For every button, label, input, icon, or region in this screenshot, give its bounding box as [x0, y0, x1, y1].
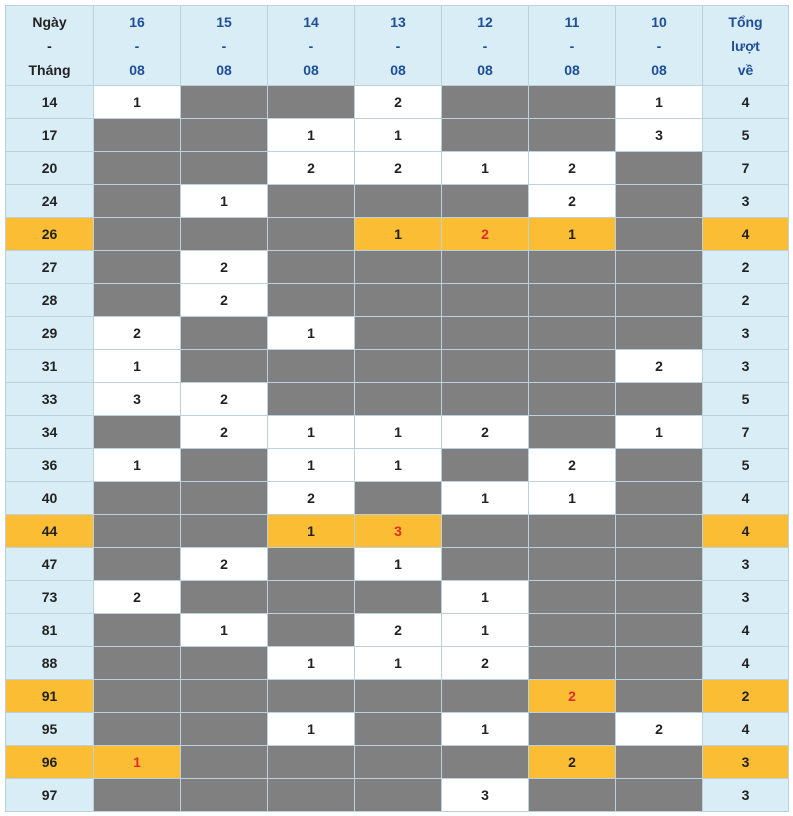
table-row — [6, 515, 789, 548]
lotto-number: 27 — [6, 251, 94, 284]
empty-cell — [616, 581, 703, 614]
total-count: 4 — [703, 614, 789, 647]
empty-cell — [442, 515, 529, 548]
count-cell: 1 — [355, 449, 442, 482]
count-cell: 1 — [616, 86, 703, 119]
header-day-month — [6, 6, 94, 86]
total-count: 2 — [703, 284, 789, 317]
count-cell: 3 — [616, 119, 703, 152]
count-cell: 1 — [442, 713, 529, 746]
count-cell: 1 — [94, 746, 181, 779]
empty-cell — [94, 284, 181, 317]
header-date-sep: - — [308, 37, 314, 54]
empty-cell — [529, 383, 616, 416]
table-row — [6, 350, 789, 383]
count-cell: 2 — [529, 746, 616, 779]
table-row — [6, 152, 789, 185]
empty-cell — [181, 218, 268, 251]
count-cell: 3 — [442, 779, 529, 812]
empty-cell — [268, 86, 355, 119]
empty-cell — [268, 383, 355, 416]
count-cell: 2 — [181, 251, 268, 284]
count-cell: 2 — [181, 416, 268, 449]
table-row — [6, 647, 789, 680]
empty-cell — [616, 383, 703, 416]
empty-cell — [268, 251, 355, 284]
count-cell: 1 — [355, 218, 442, 251]
header-label-line: về — [737, 61, 754, 78]
empty-cell — [529, 251, 616, 284]
empty-cell — [355, 251, 442, 284]
count-cell: 1 — [442, 482, 529, 515]
total-count: 3 — [703, 548, 789, 581]
lotto-number: 20 — [6, 152, 94, 185]
header-label-line: Tháng — [28, 61, 71, 78]
empty-cell — [355, 746, 442, 779]
empty-cell — [181, 779, 268, 812]
header-label-line: - — [47, 37, 52, 54]
empty-cell — [268, 548, 355, 581]
header-date-col — [94, 6, 181, 86]
header-total — [703, 6, 789, 86]
empty-cell — [94, 482, 181, 515]
header-date-col — [355, 6, 442, 86]
count-cell: 2 — [442, 218, 529, 251]
table-row — [6, 251, 789, 284]
empty-cell — [442, 548, 529, 581]
empty-cell — [268, 779, 355, 812]
lotto-number: 91 — [6, 680, 94, 713]
empty-cell — [268, 746, 355, 779]
header-row — [6, 6, 789, 86]
lotto-number: 47 — [6, 548, 94, 581]
header-date-month: 08 — [564, 61, 580, 78]
empty-cell — [529, 317, 616, 350]
empty-cell — [268, 614, 355, 647]
table-row — [6, 713, 789, 746]
count-cell: 1 — [355, 647, 442, 680]
count-cell: 1 — [181, 185, 268, 218]
empty-cell — [94, 515, 181, 548]
empty-cell — [442, 680, 529, 713]
empty-cell — [355, 350, 442, 383]
empty-cell — [529, 713, 616, 746]
empty-cell — [529, 119, 616, 152]
count-cell: 1 — [268, 317, 355, 350]
total-count: 4 — [703, 482, 789, 515]
header-date-day: 11 — [564, 13, 580, 30]
header-date-month: 08 — [303, 61, 319, 78]
lotto-number: 34 — [6, 416, 94, 449]
empty-cell — [616, 482, 703, 515]
empty-cell — [355, 317, 442, 350]
lotto-number: 44 — [6, 515, 94, 548]
header-date-sep: - — [656, 37, 662, 54]
empty-cell — [94, 218, 181, 251]
count-cell: 2 — [94, 581, 181, 614]
empty-cell — [616, 614, 703, 647]
empty-cell — [94, 647, 181, 680]
total-count: 3 — [703, 185, 789, 218]
header-date-sep: - — [569, 37, 575, 54]
empty-cell — [616, 185, 703, 218]
table-row — [6, 383, 789, 416]
lotto-number: 88 — [6, 647, 94, 680]
empty-cell — [616, 515, 703, 548]
table-row — [6, 581, 789, 614]
empty-cell — [442, 350, 529, 383]
empty-cell — [268, 218, 355, 251]
empty-cell — [94, 416, 181, 449]
empty-cell — [529, 86, 616, 119]
count-cell: 2 — [355, 614, 442, 647]
count-cell: 2 — [181, 284, 268, 317]
lotto-number: 28 — [6, 284, 94, 317]
empty-cell — [616, 746, 703, 779]
total-count: 4 — [703, 515, 789, 548]
empty-cell — [616, 251, 703, 284]
empty-cell — [355, 185, 442, 218]
count-cell: 3 — [355, 515, 442, 548]
lotto-number: 24 — [6, 185, 94, 218]
header-date-month: 08 — [216, 61, 232, 78]
empty-cell — [94, 152, 181, 185]
header-date-sep: - — [395, 37, 401, 54]
table-row — [6, 614, 789, 647]
lotto-number: 31 — [6, 350, 94, 383]
total-count: 3 — [703, 746, 789, 779]
header-date-col — [181, 6, 268, 86]
empty-cell — [442, 86, 529, 119]
empty-cell — [355, 284, 442, 317]
lotto-number: 40 — [6, 482, 94, 515]
header-date-day: 16 — [129, 13, 145, 30]
count-cell: 1 — [355, 119, 442, 152]
total-count: 5 — [703, 383, 789, 416]
empty-cell — [94, 713, 181, 746]
count-cell: 2 — [529, 152, 616, 185]
count-cell: 2 — [268, 482, 355, 515]
header-date-col — [442, 6, 529, 86]
count-cell: 2 — [529, 185, 616, 218]
count-cell: 1 — [268, 515, 355, 548]
empty-cell — [442, 284, 529, 317]
empty-cell — [355, 680, 442, 713]
empty-cell — [268, 284, 355, 317]
empty-cell — [355, 779, 442, 812]
total-count: 4 — [703, 713, 789, 746]
header-date-month: 08 — [477, 61, 493, 78]
empty-cell — [616, 284, 703, 317]
empty-cell — [181, 152, 268, 185]
empty-cell — [181, 119, 268, 152]
empty-cell — [268, 680, 355, 713]
empty-cell — [529, 614, 616, 647]
count-cell: 1 — [355, 416, 442, 449]
count-cell: 1 — [181, 614, 268, 647]
lotto-number: 97 — [6, 779, 94, 812]
count-cell: 2 — [616, 713, 703, 746]
total-count: 3 — [703, 317, 789, 350]
table-row — [6, 218, 789, 251]
empty-cell — [616, 647, 703, 680]
empty-cell — [181, 350, 268, 383]
empty-cell — [442, 746, 529, 779]
empty-cell — [181, 647, 268, 680]
empty-cell — [181, 746, 268, 779]
total-count: 5 — [703, 449, 789, 482]
lotto-number: 96 — [6, 746, 94, 779]
count-cell: 1 — [442, 152, 529, 185]
header-label-line: lượt — [731, 37, 760, 54]
empty-cell — [616, 152, 703, 185]
header-date-day: 10 — [651, 13, 667, 30]
empty-cell — [616, 779, 703, 812]
empty-cell — [442, 449, 529, 482]
header-label-line: Ngày — [32, 13, 67, 30]
total-count: 2 — [703, 680, 789, 713]
empty-cell — [181, 713, 268, 746]
empty-cell — [181, 86, 268, 119]
empty-cell — [181, 515, 268, 548]
total-count: 2 — [703, 251, 789, 284]
count-cell: 2 — [181, 548, 268, 581]
empty-cell — [94, 680, 181, 713]
lottery-frequency-table — [5, 5, 789, 812]
header-date-col — [268, 6, 355, 86]
header-date-day: 12 — [477, 13, 493, 30]
empty-cell — [94, 779, 181, 812]
empty-cell — [94, 251, 181, 284]
header-label-line: Tổng — [728, 13, 763, 30]
lotto-number: 14 — [6, 86, 94, 119]
count-cell: 1 — [94, 449, 181, 482]
total-count: 4 — [703, 86, 789, 119]
total-count: 3 — [703, 779, 789, 812]
empty-cell — [442, 185, 529, 218]
table-row — [6, 779, 789, 812]
table-row — [6, 317, 789, 350]
count-cell: 2 — [529, 449, 616, 482]
table-row — [6, 416, 789, 449]
count-cell: 2 — [442, 416, 529, 449]
empty-cell — [268, 350, 355, 383]
total-count: 7 — [703, 152, 789, 185]
count-cell: 1 — [355, 548, 442, 581]
lotto-number: 73 — [6, 581, 94, 614]
table-body — [6, 86, 789, 812]
header-date-month: 08 — [651, 61, 667, 78]
total-count: 3 — [703, 581, 789, 614]
lotto-number: 33 — [6, 383, 94, 416]
table-row — [6, 119, 789, 152]
count-cell: 1 — [94, 86, 181, 119]
empty-cell — [181, 581, 268, 614]
header-date-sep: - — [221, 37, 227, 54]
empty-cell — [529, 647, 616, 680]
empty-cell — [529, 515, 616, 548]
count-cell: 2 — [616, 350, 703, 383]
count-cell: 2 — [529, 680, 616, 713]
total-count: 3 — [703, 350, 789, 383]
count-cell: 1 — [268, 119, 355, 152]
table-row — [6, 86, 789, 119]
header-date-sep: - — [134, 37, 140, 54]
empty-cell — [529, 416, 616, 449]
lotto-number: 95 — [6, 713, 94, 746]
header-date-day: 13 — [390, 13, 406, 30]
count-cell: 3 — [94, 383, 181, 416]
count-cell: 1 — [529, 482, 616, 515]
count-cell: 1 — [616, 416, 703, 449]
table-row — [6, 449, 789, 482]
empty-cell — [181, 680, 268, 713]
empty-cell — [616, 218, 703, 251]
empty-cell — [616, 317, 703, 350]
empty-cell — [529, 779, 616, 812]
empty-cell — [442, 119, 529, 152]
total-count: 4 — [703, 647, 789, 680]
empty-cell — [442, 251, 529, 284]
count-cell: 1 — [442, 581, 529, 614]
count-cell: 1 — [268, 647, 355, 680]
header-date-month: 08 — [129, 61, 145, 78]
empty-cell — [442, 317, 529, 350]
table-row — [6, 680, 789, 713]
lotto-number: 36 — [6, 449, 94, 482]
table-row — [6, 482, 789, 515]
empty-cell — [94, 548, 181, 581]
count-cell: 1 — [442, 614, 529, 647]
lotto-number: 81 — [6, 614, 94, 647]
count-cell: 1 — [268, 713, 355, 746]
header-date-day: 14 — [303, 13, 319, 30]
count-cell: 2 — [442, 647, 529, 680]
empty-cell — [529, 581, 616, 614]
table-row — [6, 284, 789, 317]
empty-cell — [529, 350, 616, 383]
empty-cell — [268, 185, 355, 218]
lotto-number: 17 — [6, 119, 94, 152]
empty-cell — [529, 284, 616, 317]
count-cell: 1 — [529, 218, 616, 251]
empty-cell — [442, 383, 529, 416]
lotto-number: 26 — [6, 218, 94, 251]
count-cell: 2 — [94, 317, 181, 350]
empty-cell — [181, 449, 268, 482]
count-cell: 1 — [268, 449, 355, 482]
total-count: 5 — [703, 119, 789, 152]
empty-cell — [94, 614, 181, 647]
empty-cell — [616, 449, 703, 482]
total-count: 4 — [703, 218, 789, 251]
count-cell: 2 — [355, 152, 442, 185]
header-date-day: 15 — [216, 13, 232, 30]
header-date-col — [529, 6, 616, 86]
total-count: 7 — [703, 416, 789, 449]
header-date-month: 08 — [390, 61, 406, 78]
empty-cell — [616, 680, 703, 713]
table-row — [6, 746, 789, 779]
header-date-sep: - — [482, 37, 488, 54]
empty-cell — [355, 581, 442, 614]
count-cell: 2 — [181, 383, 268, 416]
table-row — [6, 185, 789, 218]
count-cell: 2 — [268, 152, 355, 185]
empty-cell — [616, 548, 703, 581]
empty-cell — [94, 185, 181, 218]
count-cell: 1 — [268, 416, 355, 449]
empty-cell — [268, 581, 355, 614]
count-cell: 1 — [94, 350, 181, 383]
header-date-col — [616, 6, 703, 86]
empty-cell — [181, 317, 268, 350]
empty-cell — [94, 119, 181, 152]
table-row — [6, 548, 789, 581]
empty-cell — [529, 548, 616, 581]
empty-cell — [355, 383, 442, 416]
empty-cell — [181, 482, 268, 515]
lotto-number: 29 — [6, 317, 94, 350]
empty-cell — [355, 482, 442, 515]
count-cell: 2 — [355, 86, 442, 119]
empty-cell — [355, 713, 442, 746]
